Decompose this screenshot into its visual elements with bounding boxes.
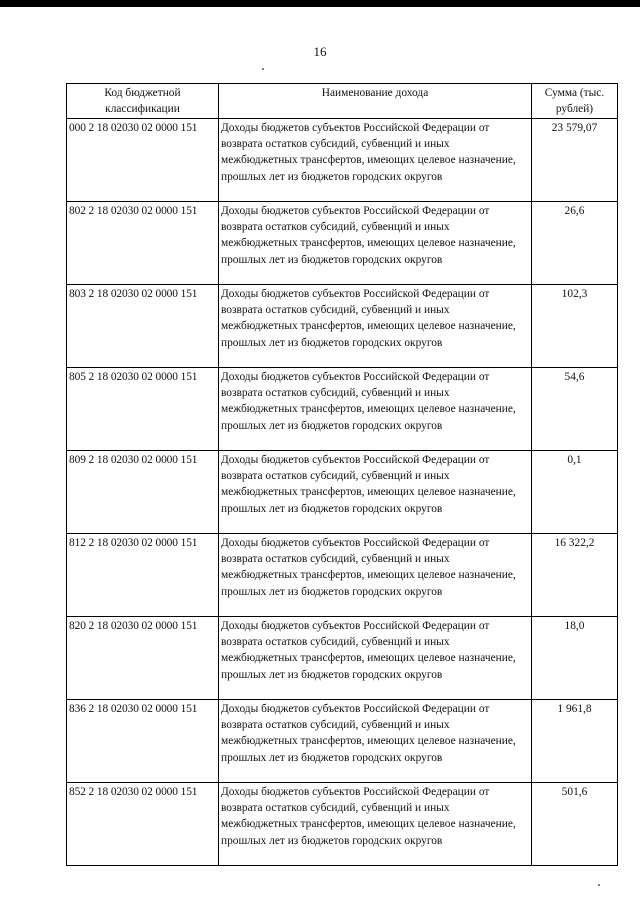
row-code: 812 2 18 02030 02 0000 151 [67,534,219,617]
scan-speck [262,68,264,70]
row-sum: 102,3 [532,285,618,368]
row-code: 805 2 18 02030 02 0000 151 [67,368,219,451]
top-scan-border [0,0,640,7]
row-name: Доходы бюджетов субъектов Российской Федерации от возврата остатков субсидий, субвенций и иных межбюджетных трансфертов, имеющих целевое назначение, прошлых лет из бюджетов городских округов [219,451,532,534]
table-row [67,700,618,783]
row-name: Доходы бюджетов субъектов Российской Федерации от возврата остатков субсидий, субвенций и иных межбюджетных трансфертов, имеющих целевое назначение, прошлых лет из бюджетов городских округов [219,285,532,368]
header-code: Код бюджетной классификации [67,84,219,119]
row-sum: 23 579,07 [532,119,618,202]
table-row [67,119,618,202]
row-name: Доходы бюджетов субъектов Российской Федерации от возврата остатков субсидий, субвенций и иных межбюджетных трансфертов, имеющих целевое назначение, прошлых лет из бюджетов городских округов [219,700,532,783]
row-sum: 54,6 [532,368,618,451]
row-sum: 18,0 [532,617,618,700]
table-row [67,368,618,451]
row-sum: 16 322,2 [532,534,618,617]
revenue-table [66,83,618,866]
row-sum: 1 961,8 [532,700,618,783]
header-name: Наименование дохода [219,84,532,119]
row-name: Доходы бюджетов субъектов Российской Федерации от возврата остатков субсидий, субвенций и иных межбюджетных трансфертов, имеющих целевое назначение, прошлых лет из бюджетов городских округов [219,617,532,700]
row-sum: 0,1 [532,451,618,534]
row-sum: 26,6 [532,202,618,285]
row-code: 803 2 18 02030 02 0000 151 [67,285,219,368]
row-code: 000 2 18 02030 02 0000 151 [67,119,219,202]
header-sum: Сумма (тыс. рублей) [532,84,618,119]
row-name: Доходы бюджетов субъектов Российской Федерации от возврата остатков субсидий, субвенций и иных межбюджетных трансфертов, имеющих целевое назначение, прошлых лет из бюджетов городских округов [219,368,532,451]
table-row [67,783,618,866]
table-row [67,202,618,285]
page-number: 16 [313,44,327,59]
table-row [67,451,618,534]
row-code: 809 2 18 02030 02 0000 151 [67,451,219,534]
row-code: 820 2 18 02030 02 0000 151 [67,617,219,700]
row-sum: 501,6 [532,783,618,866]
row-code: 836 2 18 02030 02 0000 151 [67,700,219,783]
scan-speck [598,884,600,886]
table-row [67,617,618,700]
row-name: Доходы бюджетов субъектов Российской Федерации от возврата остатков субсидий, субвенций и иных межбюджетных трансфертов, имеющих целевое назначение, прошлых лет из бюджетов городских округов [219,534,532,617]
row-name: Доходы бюджетов субъектов Российской Федерации от возврата остатков субсидий, субвенций и иных межбюджетных трансфертов, имеющих целевое назначение, прошлых лет из бюджетов городских округов [219,119,532,202]
row-name: Доходы бюджетов субъектов Российской Федерации от возврата остатков субсидий, субвенций и иных межбюджетных трансфертов, имеющих целевое назначение, прошлых лет из бюджетов городских округов [219,202,532,285]
row-code: 852 2 18 02030 02 0000 151 [67,783,219,866]
table-row [67,285,618,368]
table-row [67,534,618,617]
table-header-row [67,84,618,119]
row-code: 802 2 18 02030 02 0000 151 [67,202,219,285]
row-name: Доходы бюджетов субъектов Российской Федерации от возврата остатков субсидий, субвенций и иных межбюджетных трансфертов, имеющих целевое назначение, прошлых лет из бюджетов городских округов [219,783,532,866]
